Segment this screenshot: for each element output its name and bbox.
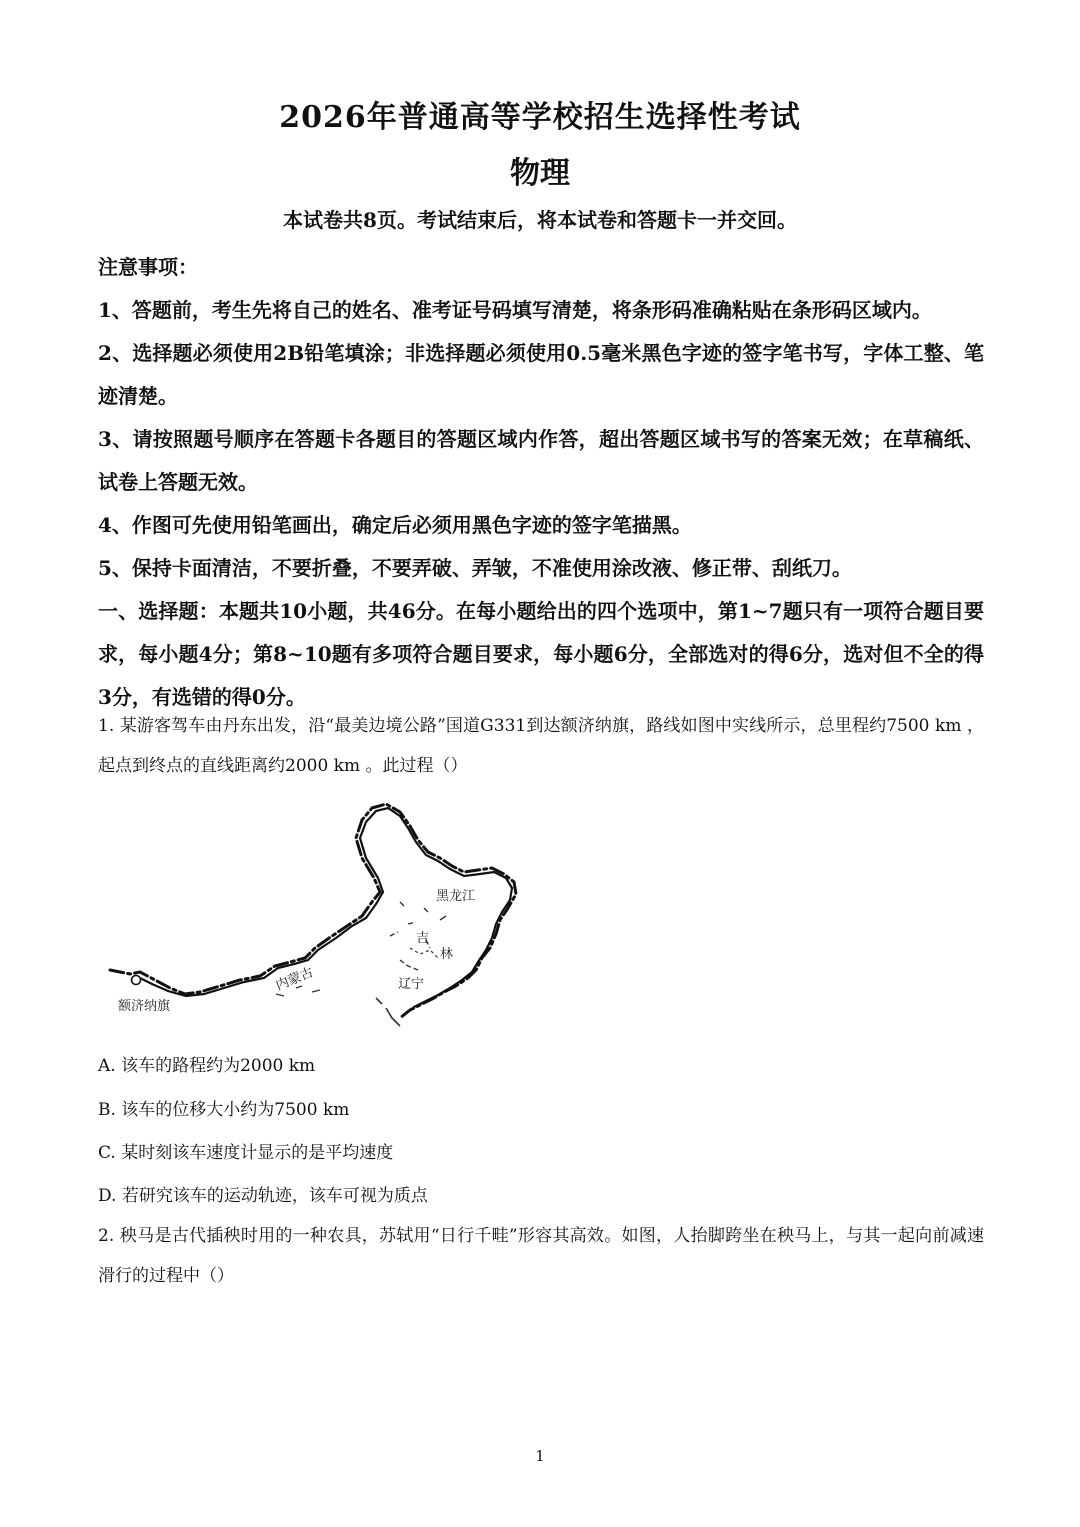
route-line [136, 808, 512, 1007]
note-item-1: 1、答题前，考生先将自己的姓名、准考证号码填写清楚，将条形码准确粘贴在条形码区域内。 [98, 298, 932, 322]
province-fragment-1 [390, 922, 430, 970]
section-heading: 一、选择题：本题共10小题，共46分。在每小题给出的四个选项中，第1~7题只有一项符合题目要求，每小题4分；第8~10题有多项符合题目要求，每小题6分，全部选对的得6分，选对但不全的得3分，有选错的得0分。 [98, 599, 984, 709]
note-item-5: 5、保持卡面清洁，不要折叠，不要弄破、弄皱，不准使用涂改液、修正带、刮纸刀。 [98, 556, 852, 580]
label-neimenggu: 内蒙古 [273, 965, 316, 994]
question-1-option-c: C. 某时刻该车速度计显示的是平均速度 [98, 1143, 394, 1163]
label-heilongjiang: 黑龙江 [436, 889, 476, 904]
page-number: 1 [535, 1447, 545, 1465]
notes-section [98, 246, 984, 719]
note-item-4: 4、作图可先使用铅笔画出，确定后必须用黑色字迹的签字笔描黑。 [98, 513, 692, 537]
subject-title: 物理 [510, 156, 570, 191]
note-item-2: 2、选择题必须使用2B铅笔填涂；非选择题必须使用0.5毫米黑色字迹的签字笔书写，字体工整、笔迹清楚。 [98, 341, 984, 408]
province-fragment-3 [376, 998, 400, 1026]
exam-title: 2026年普通高等学校招生选择性考试 [279, 100, 801, 135]
question-1-option-a: A. 该车的路程约为2000 km [98, 1056, 316, 1076]
label-ejinaqi: 额济纳旗 [118, 999, 171, 1014]
note-item-3: 3、请按照题号顺序在答题卡各题目的答题区域内作答，超出答题区域书写的答案无效；在草稿纸、试卷上答题无效。 [98, 427, 984, 494]
route-map-figure [100, 798, 530, 1038]
route-map [100, 798, 530, 1038]
label-ji: 吉 [416, 931, 430, 946]
question-2-text: 2. 秧马是古代插秧时用的一种农具，苏轼用“日行千畦”形容其高效。如图，人抬脚跨坐在秧马上，与其一起向前减速滑行的过程中（） [98, 1226, 984, 1286]
ejinaqi-marker [132, 976, 141, 985]
question-1-option-d: D. 若研究该车的运动轨迹，该车可视为质点 [98, 1186, 428, 1206]
province-fragment-2 [410, 948, 438, 958]
exam-intro: 本试卷共8页。考试结束后，将本试卷和答题卡一并交回。 [283, 208, 797, 232]
province-fragment-5 [400, 902, 446, 920]
label-liaoning: 辽宁 [398, 977, 425, 992]
question-1-text: 1. 某游客驾车由丹东出发，沿“最美边境公路”国道G331到达额济纳旗，路线如图中实线所示，总里程约7500 km ，起点到终点的直线距离约2000 km 。此过程（） [98, 716, 984, 776]
label-lin: 林 [440, 947, 454, 962]
notes-heading: 注意事项： [98, 255, 198, 279]
question-1-option-b: B. 该车的位移大小约为7500 km [98, 1100, 350, 1120]
